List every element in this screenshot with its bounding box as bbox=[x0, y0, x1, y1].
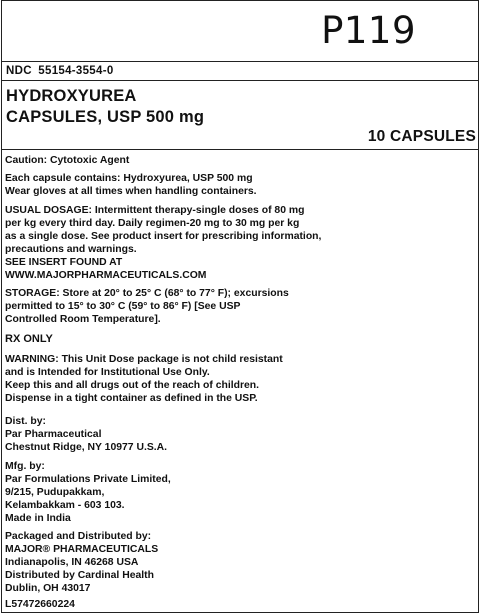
distributor-line: Dist. by: bbox=[5, 416, 46, 427]
manufacturer-line: Mfg. by: bbox=[5, 461, 45, 472]
divider-count bbox=[1, 149, 479, 150]
ndc-number: NDC 55154-3554-0 bbox=[6, 65, 114, 77]
packager-line: Distributed by Cardinal Health bbox=[5, 570, 154, 581]
packager-block bbox=[5, 530, 158, 595]
item-code: L57472660224 bbox=[5, 599, 75, 610]
warning-line: Keep this and all drugs out of the reach of children. bbox=[5, 380, 260, 391]
distributor-line: Chestnut Ridge, NY 10977 U.S.A. bbox=[5, 442, 168, 453]
dosage-line: per kg every third day. Daily regimen-20 mg to 30 mg per kg bbox=[5, 218, 300, 229]
capsule-count: 10 CAPSULES bbox=[367, 128, 476, 145]
warning-line: Dispense in a tight container as defined in the USP. bbox=[5, 393, 258, 404]
divider-top bbox=[1, 61, 479, 62]
storage-line: permitted to 15° to 30° C (59° to 86° F) [See USP bbox=[5, 301, 241, 312]
lot-code: P119 bbox=[321, 9, 416, 52]
dosage-line: USUAL DOSAGE: Intermittent therapy-single doses of 80 mg bbox=[5, 205, 305, 216]
caution-text: Caution: Cytotoxic Agent bbox=[5, 155, 130, 166]
packager-line: MAJOR® PHARMACEUTICALS bbox=[5, 544, 159, 555]
contents-block bbox=[5, 172, 257, 198]
distributor-line: Par Pharmaceutical bbox=[5, 429, 102, 440]
manufacturer-block bbox=[5, 460, 171, 525]
dosage-block bbox=[5, 204, 321, 282]
dosage-line: SEE INSERT FOUND AT bbox=[5, 257, 123, 268]
dosage-line: WWW.MAJORPHARMACEUTICALS.COM bbox=[5, 270, 207, 281]
warning-block bbox=[5, 353, 283, 405]
packager-line: Indianapolis, IN 46268 USA bbox=[5, 557, 139, 568]
warning-line: and is Intended for Institutional Use Only. bbox=[5, 367, 210, 378]
product-name-line2: CAPSULES, USP 500 mg bbox=[6, 108, 205, 126]
manufacturer-line: Made in India bbox=[5, 513, 71, 524]
product-name-line1: HYDROXYUREA bbox=[6, 87, 137, 105]
dosage-line: precautions and warnings. bbox=[5, 244, 137, 255]
manufacturer-line: 9/215, Pudupakkam, bbox=[5, 487, 105, 498]
contents-line: Wear gloves at all times when handling containers. bbox=[5, 186, 257, 197]
manufacturer-line: Par Formulations Private Limited, bbox=[5, 474, 171, 485]
manufacturer-line: Kelambakkam - 603 103. bbox=[5, 500, 125, 511]
storage-line: Controlled Room Temperature]. bbox=[5, 314, 161, 325]
distributor-block bbox=[5, 415, 167, 454]
packager-line: Packaged and Distributed by: bbox=[5, 531, 152, 542]
divider-ndc bbox=[1, 80, 479, 81]
packager-line: Dublin, OH 43017 bbox=[5, 583, 91, 594]
storage-line: STORAGE: Store at 20° to 25° C (68° to 77° F); excursions bbox=[5, 288, 289, 299]
rx-only: RX ONLY bbox=[5, 333, 53, 345]
storage-block bbox=[5, 287, 289, 326]
warning-line: WARNING: This Unit Dose package is not child resistant bbox=[5, 354, 283, 365]
product-name bbox=[6, 86, 204, 128]
contents-line: Each capsule contains: Hydroxyurea, USP 500 mg bbox=[5, 173, 253, 184]
dosage-line: as a single dose. See product insert for prescribing information, bbox=[5, 231, 322, 242]
